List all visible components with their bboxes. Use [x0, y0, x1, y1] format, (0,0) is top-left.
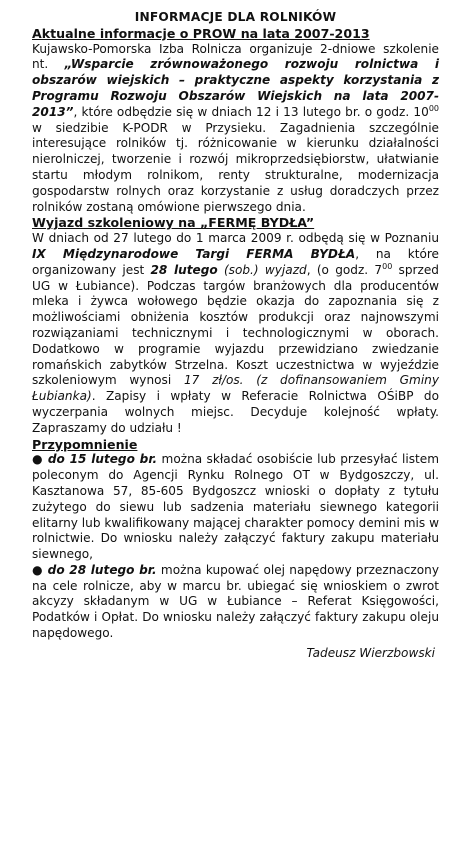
section-heading-prow: Aktualne informacje o PROW na lata 2007-2013: [32, 25, 370, 41]
page-title: INFORMACJE DLA ROLNIKÓW: [134, 10, 337, 24]
trip-date: 28 lutego: [150, 262, 218, 277]
training-title: „Wsparcie zrównoważonego rozwoju rolnictwa i obszarów wiejskich – praktyczne aspekty korzystania z Programu Rozwoju Obszarów Wiejskich na lata 2007-2013”: [32, 57, 439, 119]
reminder-deadline-2: ● do 28 lutego br.: [32, 562, 157, 577]
text-run: , na które organizowany jest: [32, 246, 439, 277]
text-run: , (o godz. 7: [306, 262, 383, 277]
trip-cost: 17 zł/os. (z dofinansowaniem Gminy Łubianka): [32, 373, 440, 404]
section-heading-reminder: Przypomnienie: [32, 436, 138, 452]
author-signature: Tadeusz Wierzbowski: [306, 645, 435, 660]
text-run: Kujawsko-Pomorska Izba Rolnicza organizuje 2-dniowe szkolenie nt.: [32, 41, 439, 72]
section-heading-trip: Wyjazd szkoleniowy na „FERMĘ BYDŁA”: [32, 215, 315, 231]
text-run: w siedzibie K-PODR w Przysieku. Zagadnienia szczególnie interesujące rolników tj. różnicowanie w kierunku działalności nierolniczej, tworzenie i rozwój mikroprzedsiębiorstw, ułatwianie startu młodym rolnikom, renty strukturalne, modernizacja gospodarstw rolnych oraz korzystanie z usług doradczych przez rolników zostaną omówione pierwszego dnia.: [32, 120, 439, 214]
text-run: można składać osobiście lub przesyłać listem poleconym do Agencji Rynku Rolnego OT w Bydgoszczy, ul. Kasztanowa 57, 85-605 Bydgoszcz wnioski o dopłaty z tytułu zużytego do siewu lub sadzenia materiału siewnego kategorii elitarny lub kwalifikowany mającej charakter pomocy demini mis w rolnictwie. Do wniosku należy załączyć faktury zakupu materiału siewnego,: [32, 452, 439, 562]
trip-day: (sob.) wyjazd: [223, 262, 307, 277]
text-run: W dniach od 27 lutego do 1 marca 2009 r. odbędą się w Poznaniu: [32, 231, 439, 246]
paragraph-prow-training: [32, 42, 439, 216]
text-run: , które odbędzie się w dniach 12 i 13 lutego br. o godz. 10: [73, 104, 429, 119]
reminder-item-2: [32, 563, 439, 642]
text-run: . Zapisy i wpłaty w Referacie Rolnictwa OŚiBP do wyczerpania wolnych miejsc. Decyduje kolejność wpłaty. Zapraszamy do udziału !: [32, 389, 439, 435]
event-name: IX Międzynarodowe Targi FERMA BYDŁA: [32, 246, 356, 261]
reminder-item-1: [32, 452, 439, 563]
time-superscript: 00: [428, 103, 439, 113]
reminder-deadline-1: ● do 15 lutego br.: [32, 452, 158, 467]
time-superscript: 00: [382, 261, 393, 271]
paragraph-trip: [32, 231, 439, 436]
text-run: można kupować olej napędowy przeznaczony na cele rolnicze, aby w marcu br. ubiegać się wnioskiem o zwrot akcyzy składanym w UG w Łubiance – Referat Księgowości, Podatków i Opłat. Do wniosku należy załączyć faktury zakupu oleju napędowego.: [32, 562, 439, 641]
text-run: sprzed UG w Łubiance). Podczas targów branżowych dla producentów mleka i żywca wołowego będzie okazja do zapoznania się z możliwościami obniżenia kosztów produkcji oraz najnowszymi rozwiązaniami technicznymi i technologicznymi w oborach. Dodatkowo w programie wyjazdu przewidziano zwiedzanie romańskich zabytków Strzelna. Koszt uczestnictwa w wyjeździe szkoleniowym wynosi: [32, 262, 439, 388]
